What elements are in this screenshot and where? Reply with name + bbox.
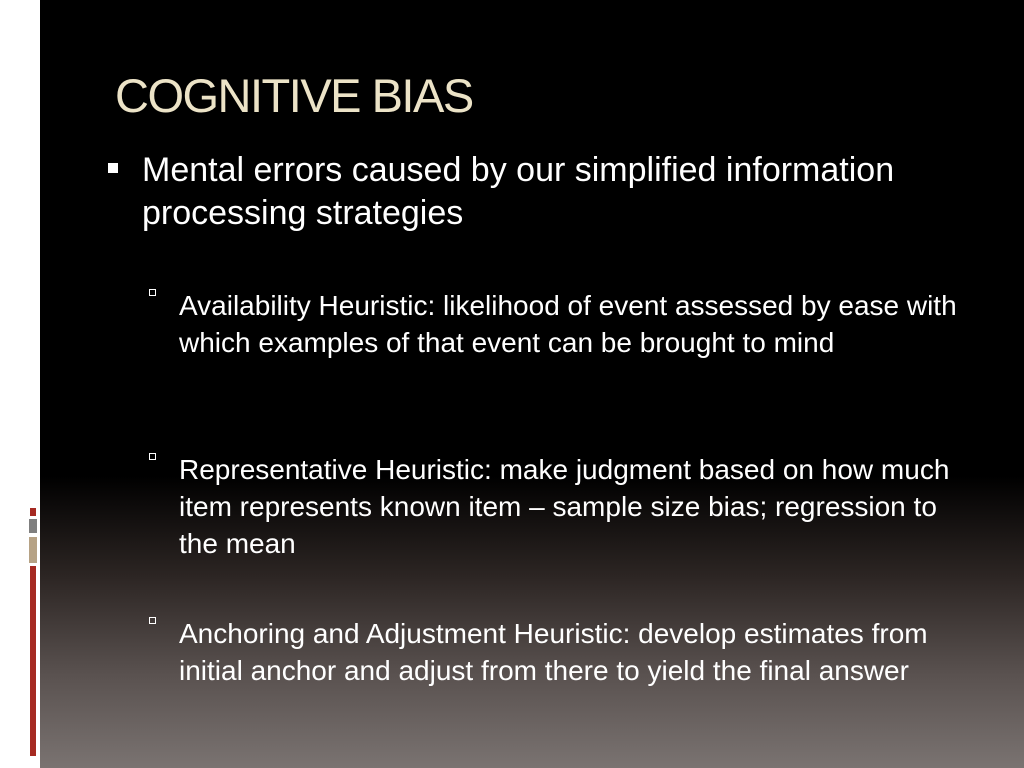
slide-title: COGNITIVE BIAS (115, 69, 473, 122)
square-bullet-icon (108, 163, 118, 173)
decor-bar-grey (29, 519, 37, 533)
sub-bullet-availability: Availability Heuristic: likelihood of event assessed by ease with which examples of that event can be brought to mind (179, 290, 957, 358)
sub-bullet-representative: Representative Heuristic: make judgment based on how much item represents known item – sample size bias; regression to the mean (179, 454, 950, 559)
decor-bar-red-long (30, 566, 36, 756)
left-decoration-strip (0, 0, 40, 768)
main-bullet-text: Mental errors caused by our simplified information processing strategies (142, 151, 895, 232)
decor-bar-tan (29, 537, 37, 563)
hollow-square-bullet-icon (149, 617, 156, 624)
decor-bar-red-small (30, 508, 36, 516)
hollow-square-bullet-icon (149, 453, 156, 460)
sub-bullet-anchoring: Anchoring and Adjustment Heuristic: develop estimates from initial anchor and adjust from there to yield the final answer (179, 618, 928, 686)
hollow-square-bullet-icon (149, 289, 156, 296)
